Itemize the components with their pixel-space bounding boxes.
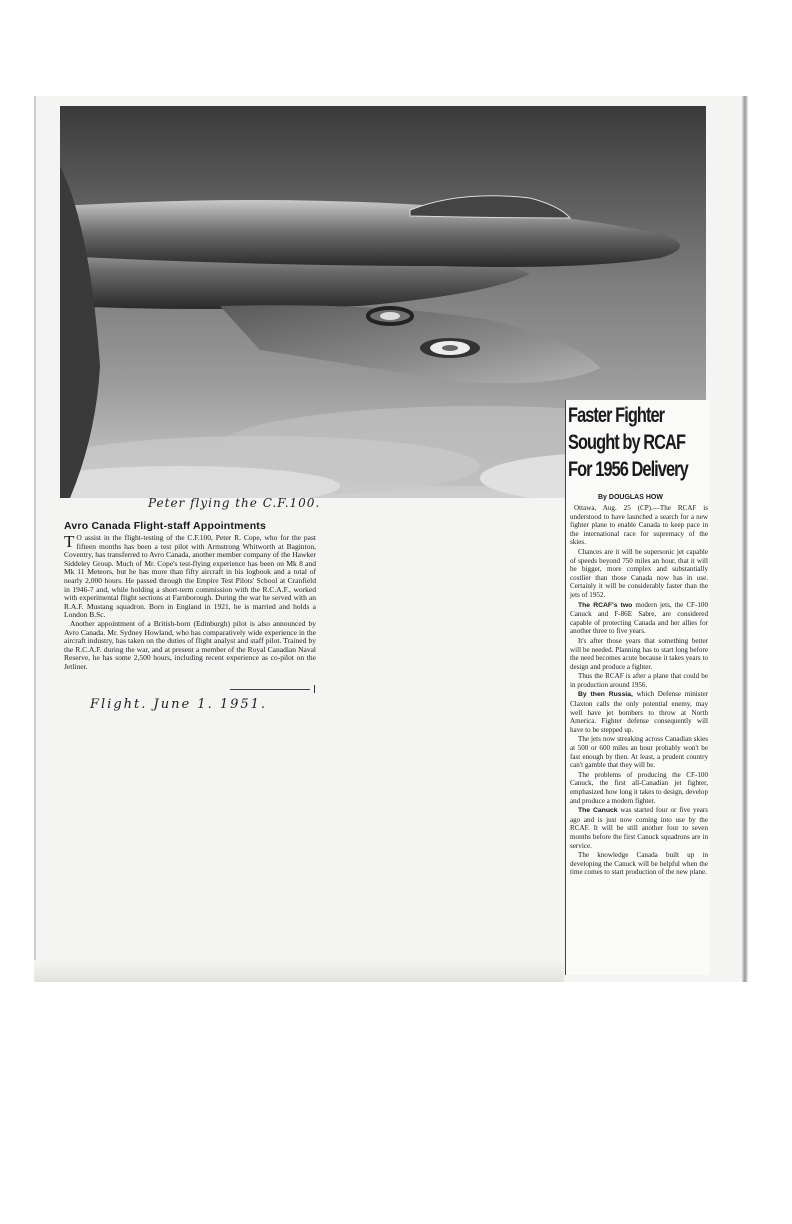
clipping-paragraph: Ottawa, Aug. 25 (CP).—The RCAF is understood to have launched a search for a new fighter plane to enable Canada to keep pace in the international race for supremacy of the skies.: [570, 504, 708, 547]
page-wear: [34, 960, 564, 982]
clipping-paragraph: Thus the RCAF is after a plane that could be in production around 1956.: [570, 672, 708, 689]
clipping-paragraph: By then Russia, which Defense minister Claxton calls the only potential enemy, may well have jet bombers to throw at North America. Fighter defense consequently will have to be stepped up.: [570, 690, 708, 734]
divider-mark: [314, 685, 315, 693]
clipping-body: [570, 504, 708, 878]
drop-cap: T: [64, 532, 75, 551]
left-article: [64, 520, 316, 672]
clipping-paragraph: It's after those years that something better will be needed. Planning has to start long before the need becomes acute because it takes years to design and produce a fighter.: [570, 636, 708, 671]
clipping-paragraph: The problems of producing the CF-100 Canuck, the first all-Canadian jet fighter, emphasized how long it takes to design, develop and produce a modern fighter.: [570, 770, 708, 805]
article-paragraph: T O assist in the flight-testing of the C.F.100, Peter R. Cope, who for the past fifteen months has been a test pilot with Armstrong Whitworth at Baginton, Coventry, has transferred to Avro Canada, another member company of the Hawker Siddeley Group. Much of Mr. Cope's test-flying experience has been on Mk 8 and Mk 11 Meteors, but he has more than fifty aircraft in his logbook and a total of nearly 2,000 hours. He passed through the Empire Test Pilots' School at Cranfield in 1946-7 and, while holding a short-term commission with the R.C.A.F., worked with experimental flight sections at Farnborough. During the war he served with an R.A.F. Mustang squadron. Born in England in 1921, he is married and holds a London B.Sc.: [64, 532, 316, 620]
clipping-paragraph: The Canuck was started four or five years ago and is just now coming into use by the RCAF. It will be still another four to seven months before the first Canuck squadrons are in service.: [570, 806, 708, 850]
clipping-paragraph: The knowledge Canada built up in developing the Canuck will be helpful when the time comes to start production of the new plane.: [570, 851, 708, 877]
article-paragraph: Another appointment of a British-born (Edinburgh) pilot is also announced by Avro Canada. Mr. Sydney Howland, who has comparatively wide experience in the aircraft industry, has taken on the duties of flight analyst and staff pilot. Trained by the R.C.A.F. during the war, and at present a member of the Royal Canadian Naval Reserve, he has some 2,500 hours, including recent experience as co-pilot on the Jetliner.: [64, 618, 316, 671]
byline: By DOUGLAS HOW: [598, 494, 663, 501]
clipping-paragraph: The RCAF's two modern jets, the CF-100 Canuck and F-86E Sabre, are considered capable of protecting Canada and her allies for another three to five years.: [570, 600, 708, 636]
handwritten-caption: Peter flying the C.F.100.: [148, 496, 321, 510]
clipping-headline: Faster Fighter Sought by RCAF For 1956 Delivery: [568, 404, 688, 481]
clipping-paragraph: The jets now streaking across Canadian skies at 500 or 600 miles an hour probably won't be fast enough by then. At least, a prudent country can't gamble that they will be.: [570, 735, 708, 770]
divider: [230, 689, 310, 690]
clipping-paragraph: Chances are it will be supersonic jet capable of speeds beyond 750 miles an hour, that it will be bigger, more complex and substantially costlier than those Canada now has in use. Certainly it will be considerably faster than the jets of 1952.: [570, 547, 708, 599]
article-title: Avro Canada Flight-staff Appointments: [64, 520, 267, 532]
page-edge: [742, 96, 748, 982]
handwritten-source-note: Flight. June 1. 1951.: [90, 697, 268, 712]
